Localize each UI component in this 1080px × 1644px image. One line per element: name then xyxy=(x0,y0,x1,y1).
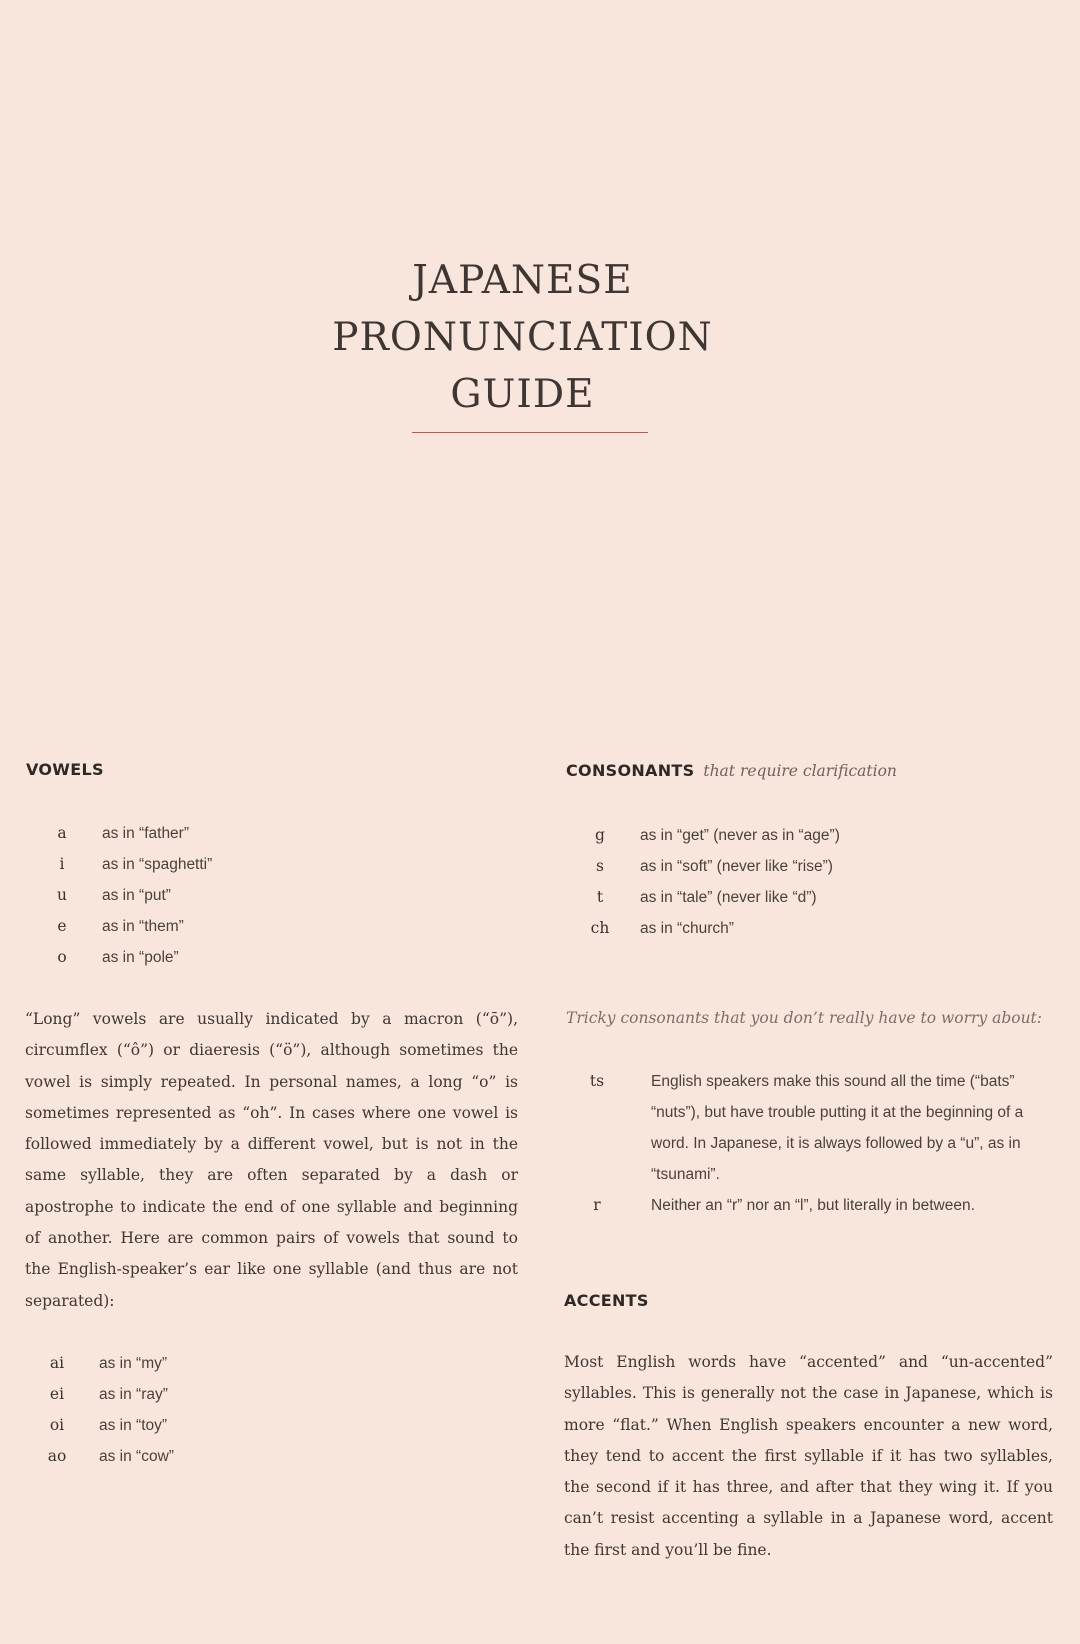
accents-heading: ACCENTS xyxy=(564,1291,649,1310)
consonant-key: ch xyxy=(590,919,610,937)
vowel-pair-row xyxy=(37,1410,437,1441)
consonant-row xyxy=(580,913,1040,944)
vowel-example: as in “spaghetti” xyxy=(102,856,213,873)
consonant-key: t xyxy=(596,888,604,906)
consonants-heading xyxy=(566,761,897,780)
title-line: JAPANESE xyxy=(412,258,633,303)
title-line: GUIDE xyxy=(450,372,595,417)
tricky-consonant-item xyxy=(577,1066,1053,1190)
consonant-row xyxy=(580,851,1040,882)
title-line: PRONUNCIATION xyxy=(332,315,713,360)
vowels-heading: VOWELS xyxy=(26,760,104,779)
consonant-example: as in “get” (never as in “age”) xyxy=(640,827,840,844)
consonant-example: as in “tale” (never like “d”) xyxy=(640,889,817,906)
vowel-key: a xyxy=(57,824,67,842)
long-vowels-paragraph: “Long” vowels are usually indicated by a macron (“ō”), circumflex (“ô”) or diaeresis (“ö”), although sometimes the vowel is simply repeated. In personal names, a long “o” is sometimes represented as “oh”. In cases where one vowel is followed immediately by a different vowel, but is not in the same syllable, they are often separated by a dash or apostrophe to indicate the end of one syllable and beginning of another. Here are common pairs of vowels that sound to the English-speaker’s ear like one syllable (and thus are not separated): xyxy=(25,1010,518,1310)
consonant-example: as in “church” xyxy=(640,920,734,937)
vowel-pair-key: ao xyxy=(47,1447,67,1465)
vowel-pair-row xyxy=(37,1379,437,1410)
page-title xyxy=(0,252,1045,423)
vowel-pair-key: oi xyxy=(49,1416,65,1434)
tricky-consonant-key: r xyxy=(593,1196,601,1214)
vowel-key: o xyxy=(57,948,67,966)
tricky-consonant-list xyxy=(577,1066,1053,1221)
tricky-consonant-key: ts xyxy=(589,1072,605,1090)
consonants-heading-label: CONSONANTS xyxy=(566,761,695,780)
vowel-row xyxy=(42,911,442,942)
vowel-key: u xyxy=(57,886,67,904)
tricky-consonant-text: English speakers make this sound all the time (“bats” “nuts”), but have trouble putting it at the beginning of a word. In Japanese, it is always followed by a “u”, as in “tsunami”. xyxy=(651,1073,1024,1183)
vowel-key: i xyxy=(59,855,65,873)
tricky-consonant-item xyxy=(577,1190,1053,1221)
vowel-example: as in “them” xyxy=(102,918,184,935)
vowel-example: as in “put” xyxy=(102,887,171,904)
vowel-row xyxy=(42,942,442,973)
tricky-consonants-note: Tricky consonants that you don’t really have to worry about: xyxy=(566,1009,1043,1027)
consonant-list xyxy=(580,820,1040,944)
title-divider xyxy=(412,432,648,433)
vowel-pair-example: as in “cow” xyxy=(99,1448,174,1465)
vowel-pair-key: ai xyxy=(49,1354,65,1372)
consonant-key: s xyxy=(596,857,604,875)
vowel-pair-example: as in “ray” xyxy=(99,1386,168,1403)
consonant-key: g xyxy=(595,826,605,844)
vowel-example: as in “father” xyxy=(102,825,190,842)
vowel-pair-row xyxy=(37,1441,437,1472)
vowel-example: as in “pole” xyxy=(102,949,179,966)
vowel-pair-example: as in “my” xyxy=(99,1355,168,1372)
vowel-row xyxy=(42,818,442,849)
tricky-consonant-text: Neither an “r” nor an “l”, but literally in between. xyxy=(651,1197,975,1214)
consonants-subheading: that require clarification xyxy=(703,762,897,780)
vowel-row xyxy=(42,880,442,911)
vowel-key: e xyxy=(57,917,67,935)
vowel-row xyxy=(42,849,442,880)
vowel-pair-example: as in “toy” xyxy=(99,1417,168,1434)
vowel-pair-key: ei xyxy=(49,1385,65,1403)
consonant-example: as in “soft” (never like “rise”) xyxy=(640,858,833,875)
vowel-pair-row xyxy=(37,1348,437,1379)
accents-paragraph: Most English words have “accented” and “un-accented” syllables. This is generally not the case in Japanese, which is more “flat.” When English speakers encounter a new word, they tend to accent the first syllable if it has two syllables, the second if it has three, and after that they wing it. If you can’t resist accenting a syllable in a Japanese word, accent the first and you’ll be fine. xyxy=(564,1353,1053,1559)
vowel-pair-list xyxy=(37,1348,437,1472)
consonant-row xyxy=(580,820,1040,851)
consonant-row xyxy=(580,882,1040,913)
vowel-list xyxy=(42,818,442,973)
